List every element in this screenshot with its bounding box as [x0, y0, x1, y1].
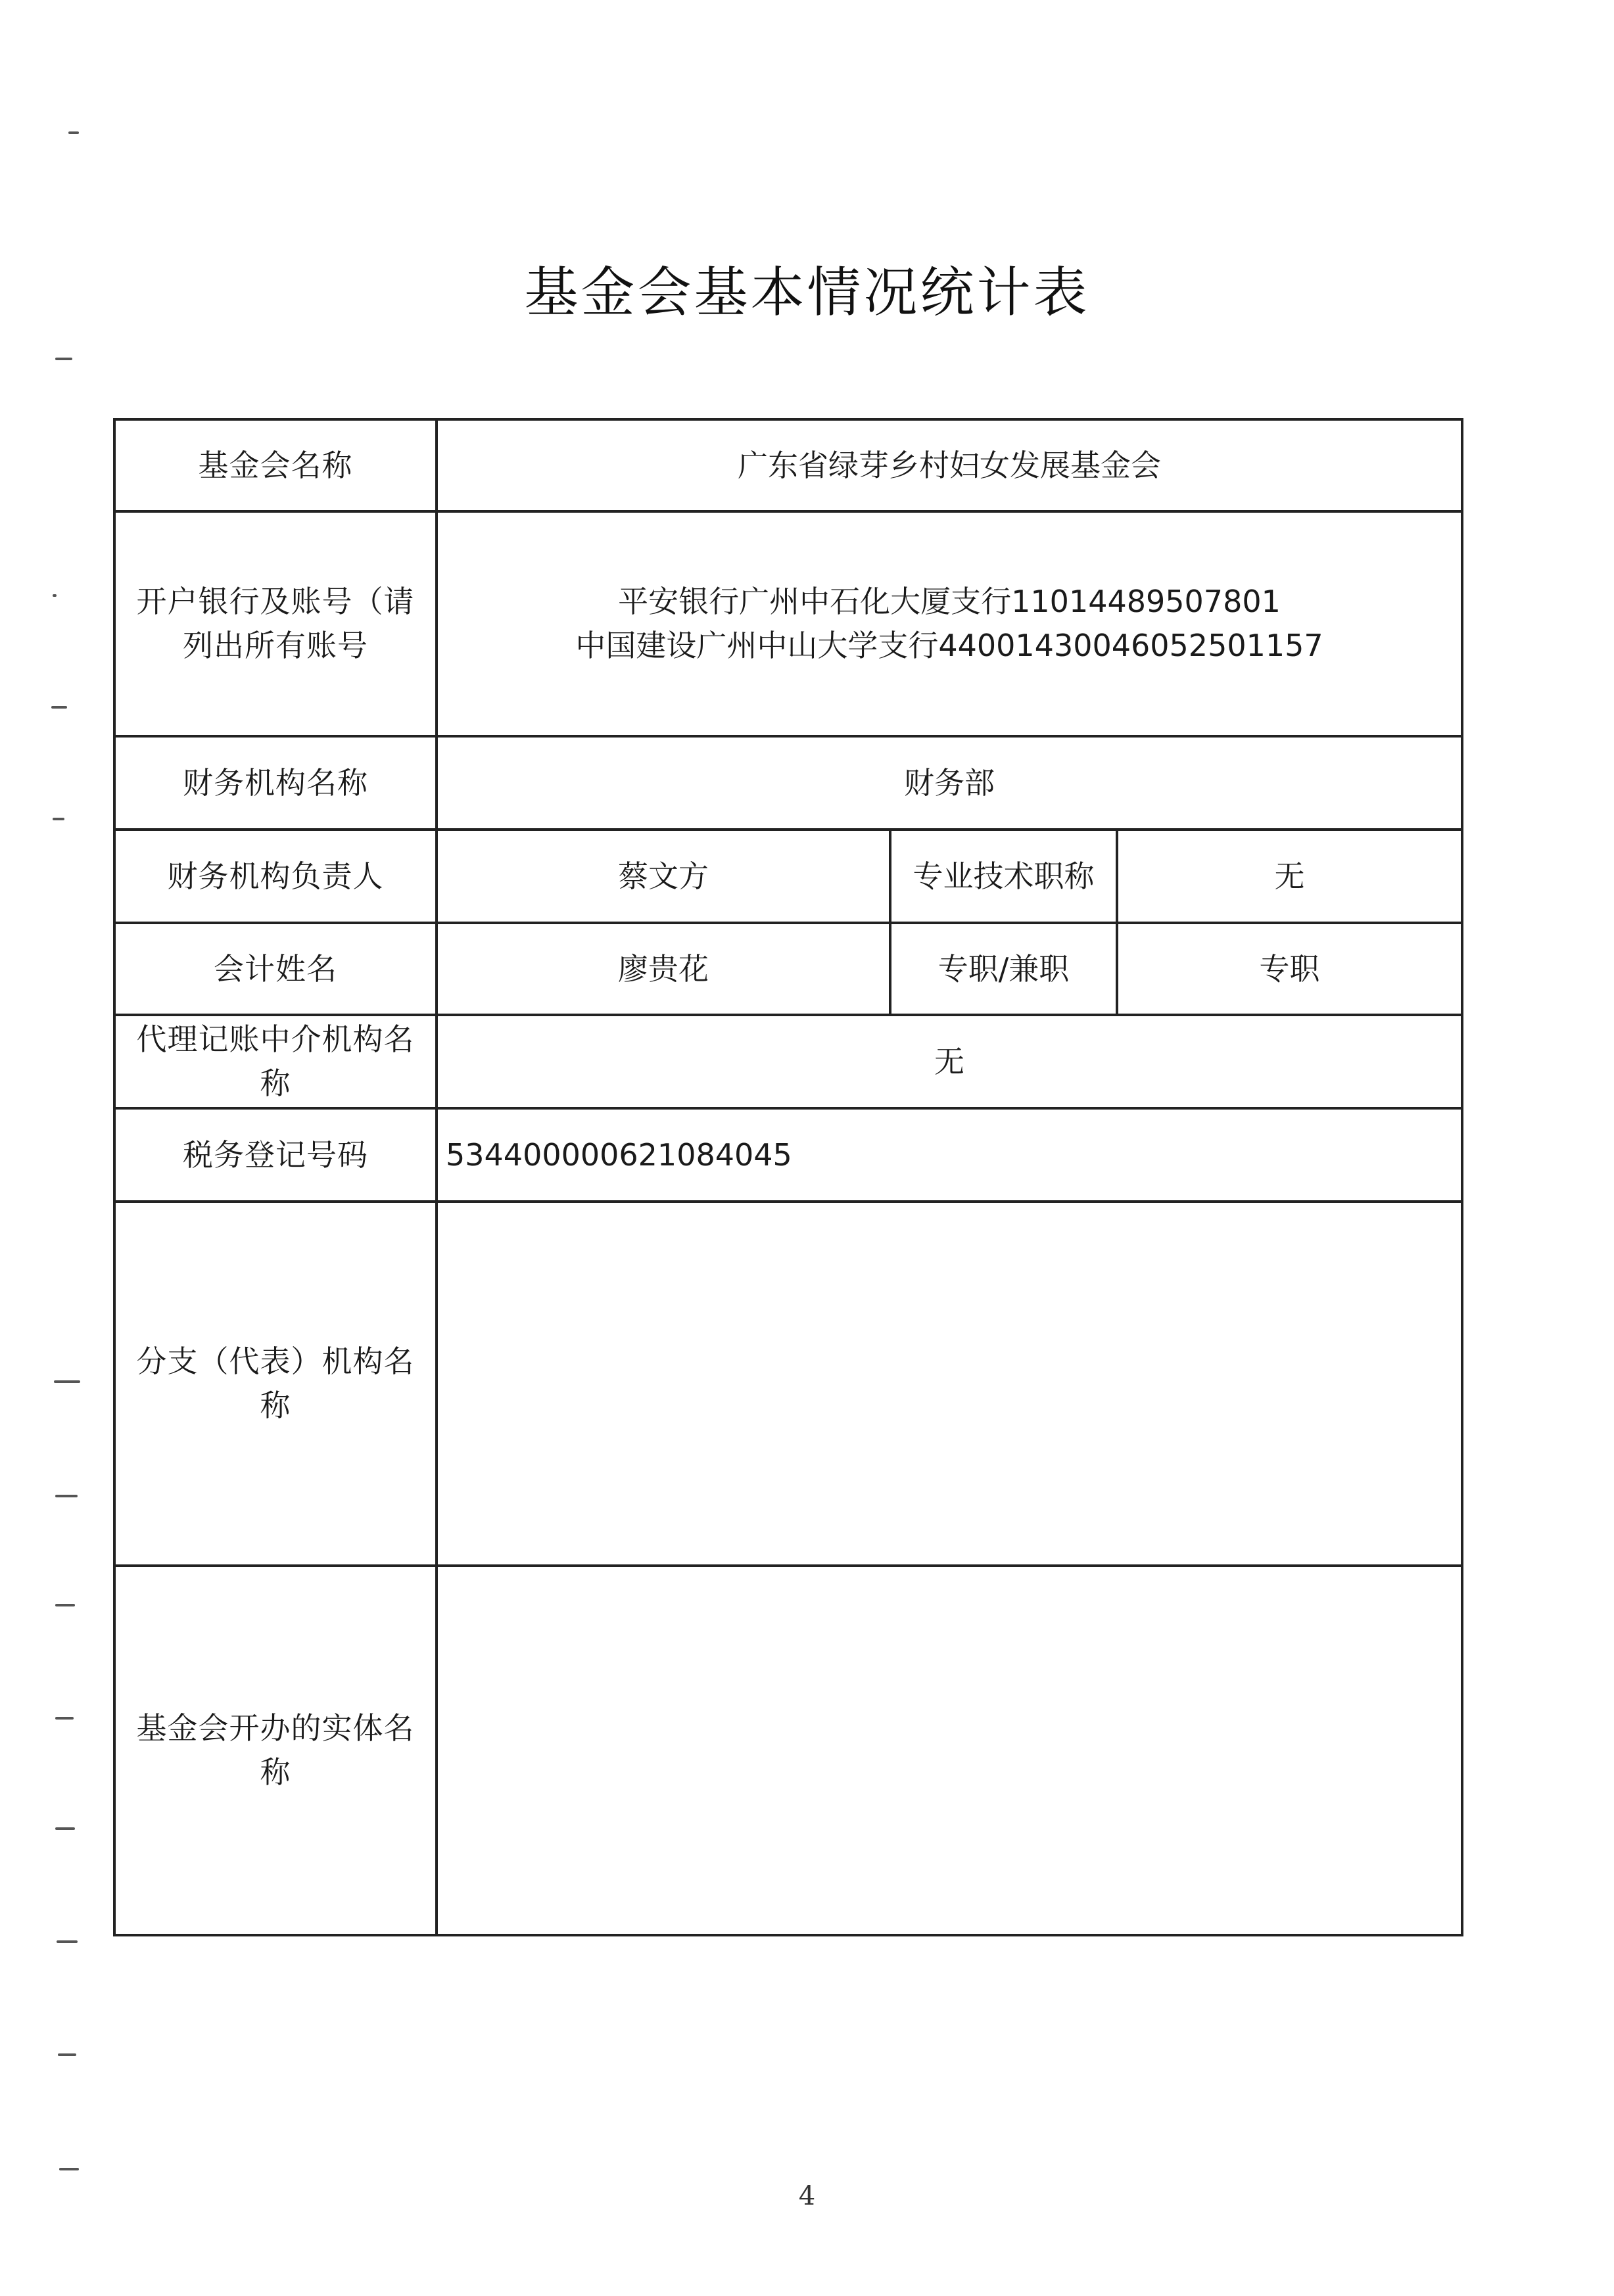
finance-head-label: 财务机构负责人 [114, 830, 437, 923]
table-row-agency [114, 1015, 1462, 1108]
employment-type-label: 专职/兼职 [890, 923, 1117, 1015]
tax-number-value: 534400000621084045 [437, 1108, 1462, 1202]
table-row-finance-dept [114, 736, 1462, 830]
table-row-tax [114, 1108, 1462, 1202]
finance-dept-label: 财务机构名称 [114, 736, 437, 830]
scan-mark [59, 2168, 79, 2170]
scan-mark [68, 131, 79, 134]
bank-account-2: 中国建设广州中山大学支行44001430046052501157 [575, 628, 1323, 663]
scan-mark [54, 1380, 80, 1383]
scan-mark [55, 1717, 74, 1720]
agency-value: 无 [437, 1015, 1462, 1108]
scan-mark [55, 358, 72, 360]
professional-title-value: 无 [1117, 830, 1462, 923]
scan-mark [58, 2053, 76, 2056]
finance-dept-value: 财务部 [437, 736, 1462, 830]
table-row-name [114, 419, 1462, 511]
entities-label: 基金会开办的实体名称 [114, 1566, 437, 1935]
foundation-name-value: 广东省绿芽乡村妇女发展基金会 [437, 419, 1462, 511]
tax-number-label: 税务登记号码 [114, 1108, 437, 1202]
entities-value [437, 1566, 1462, 1935]
table-row-bank [114, 511, 1462, 736]
finance-head-value: 蔡文方 [437, 830, 890, 923]
foundation-info-table [113, 418, 1463, 1936]
scan-mark [51, 706, 67, 709]
bank-accounts-label: 开户银行及账号（请列出所有账号 [114, 511, 437, 736]
agency-label: 代理记账中介机构名称 [114, 1015, 437, 1108]
professional-title-label: 专业技术职称 [890, 830, 1117, 923]
employment-type-value: 专职 [1117, 923, 1462, 1015]
table-row-finance-head [114, 830, 1462, 923]
foundation-name-label: 基金会名称 [114, 419, 437, 511]
scan-mark [53, 594, 57, 597]
bank-accounts-value [437, 511, 1462, 736]
table-row-accountant [114, 923, 1462, 1015]
scan-mark [53, 818, 64, 820]
table-row-entities [114, 1566, 1462, 1935]
page-number: 4 [798, 2181, 816, 2211]
table-row-branches [114, 1202, 1462, 1566]
branches-label: 分支（代表）机构名称 [114, 1202, 437, 1566]
scan-mark [55, 1604, 75, 1606]
bank-account-1: 平安银行广州中石化大厦支行11014489507801 [618, 584, 1281, 620]
accountant-value: 廖贵花 [437, 923, 890, 1015]
scan-mark [55, 1827, 75, 1830]
accountant-label: 会计姓名 [114, 923, 437, 1015]
branches-value [437, 1202, 1462, 1566]
page-title: 基金会基本情况统计表 [524, 262, 1090, 324]
scan-mark [55, 1495, 78, 1497]
scan-mark [57, 1940, 78, 1943]
